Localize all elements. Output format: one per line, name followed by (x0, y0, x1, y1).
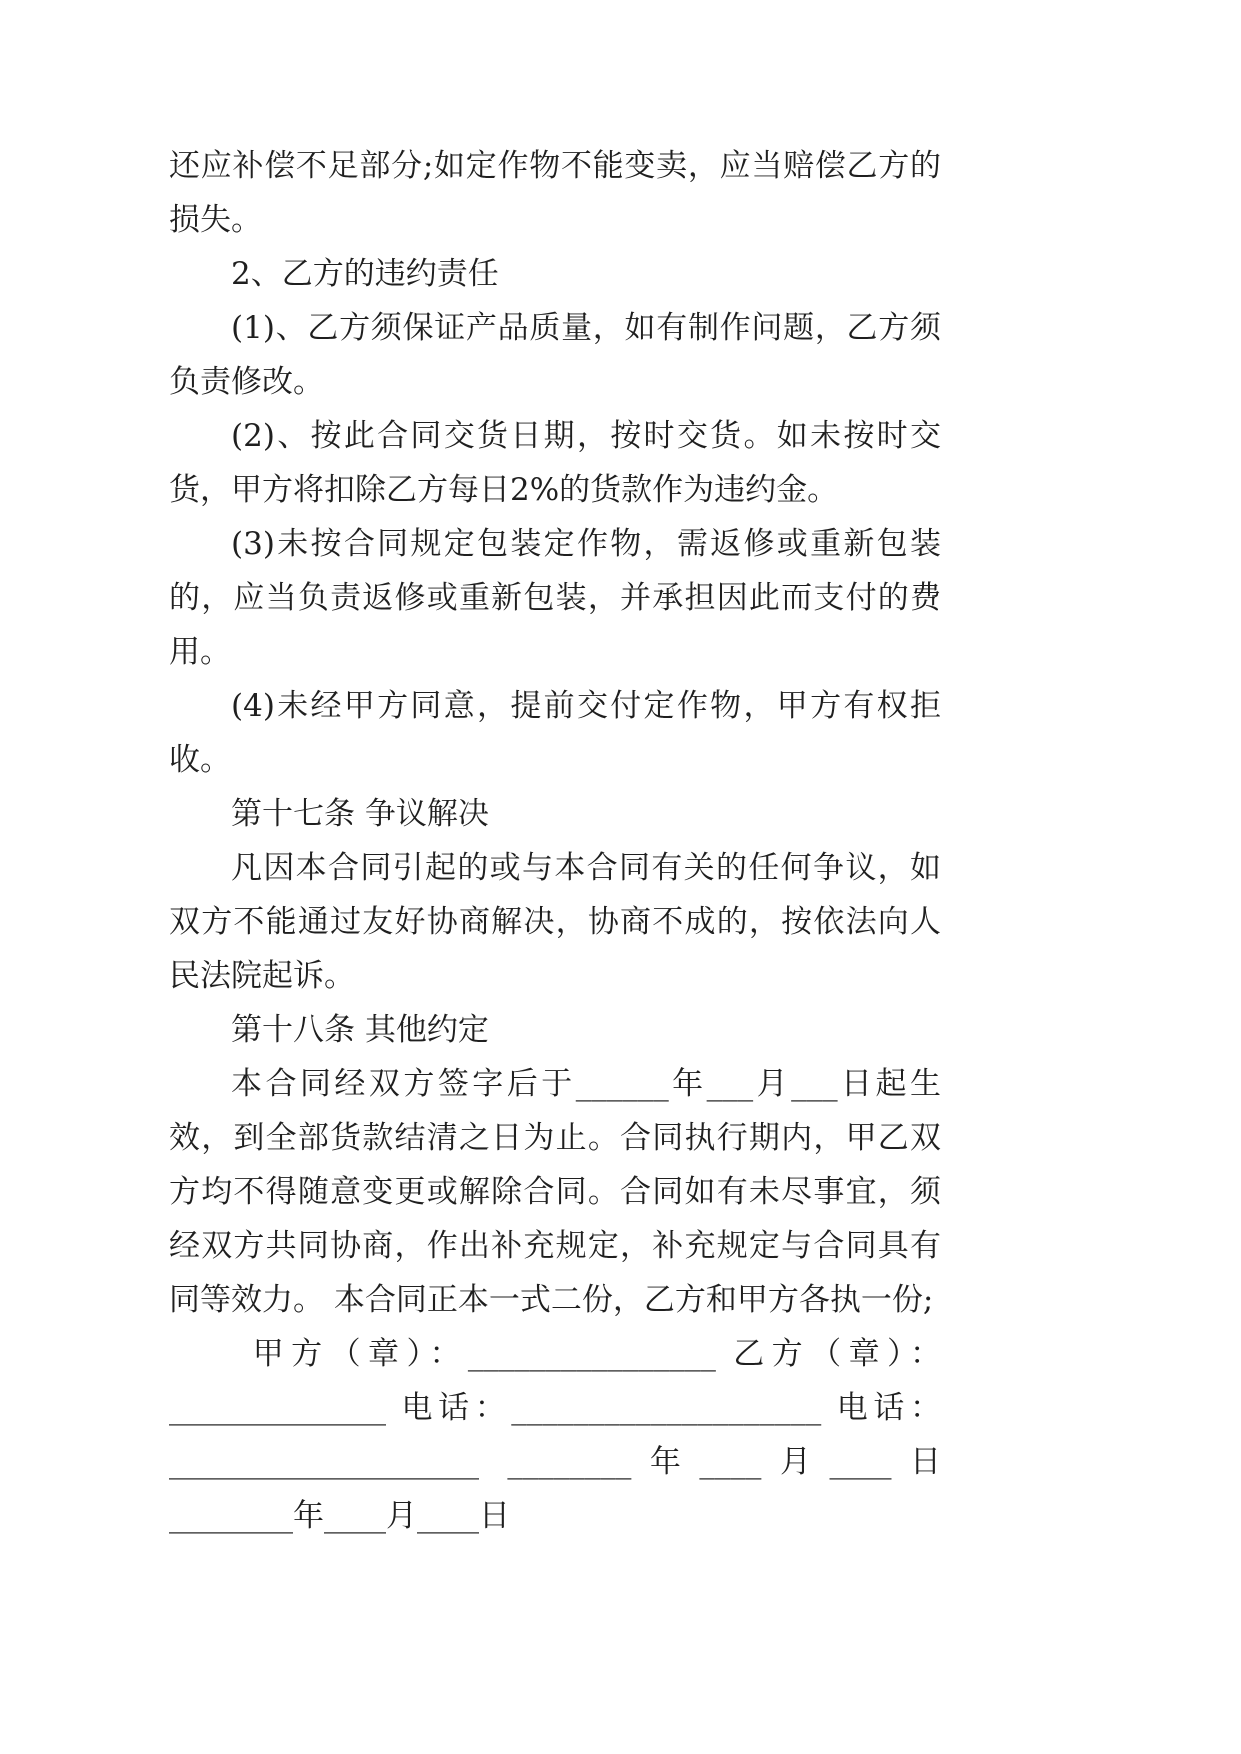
paragraph-dispute-resolution: 凡因本合同引起的或与本合同有关的任何争议，如双方不能通过友好协商解决，协商不成的，按依法向人民法院起诉。 (169, 850, 941, 994)
heading-article-17: 第十七条 争议解决 (231, 796, 489, 832)
clause-quality: (1)、乙方须保证产品质量，如有制作问题，乙方须负责修改。 (169, 310, 941, 400)
paragraph-other-terms: 本合同经双方签字后于______年___月___日起生效，到全部货款结清之日为止。合同执行期内，甲乙双方均不得随意变更或解除合同。合同如有未尽事宜，须经双方共同协商，作出补充规定，补充规定与合同具有同等效力。 本合同正本一式二份，乙方和甲方各执一份; (169, 1066, 941, 1318)
contract-page-body (169, 139, 951, 1543)
paragraph-compensation: 还应补偿不足部分;如定作物不能变卖，应当赔偿乙方的损失。 (169, 148, 941, 238)
signature-block: 甲方（章）：________________ 乙方（章）：______________ 电话：____________________ 电话：____________________ ________年____月____日 ________年____月____日 (169, 1336, 951, 1534)
heading-party-b-liability: 2、乙方的违约责任 (231, 256, 499, 292)
clause-delivery-date: (2)、按此合同交货日期，按时交货。如未按时交货，甲方将扣除乙方每日2%的货款作为违约金。 (169, 418, 941, 508)
heading-article-18: 第十八条 其他约定 (231, 1012, 489, 1048)
clause-packaging: (3)未按合同规定包装定作物，需返修或重新包装的，应当负责返修或重新包装，并承担因此而支付的费用。 (169, 526, 941, 670)
clause-early-delivery: (4)未经甲方同意，提前交付定作物，甲方有权拒收。 (169, 688, 941, 778)
